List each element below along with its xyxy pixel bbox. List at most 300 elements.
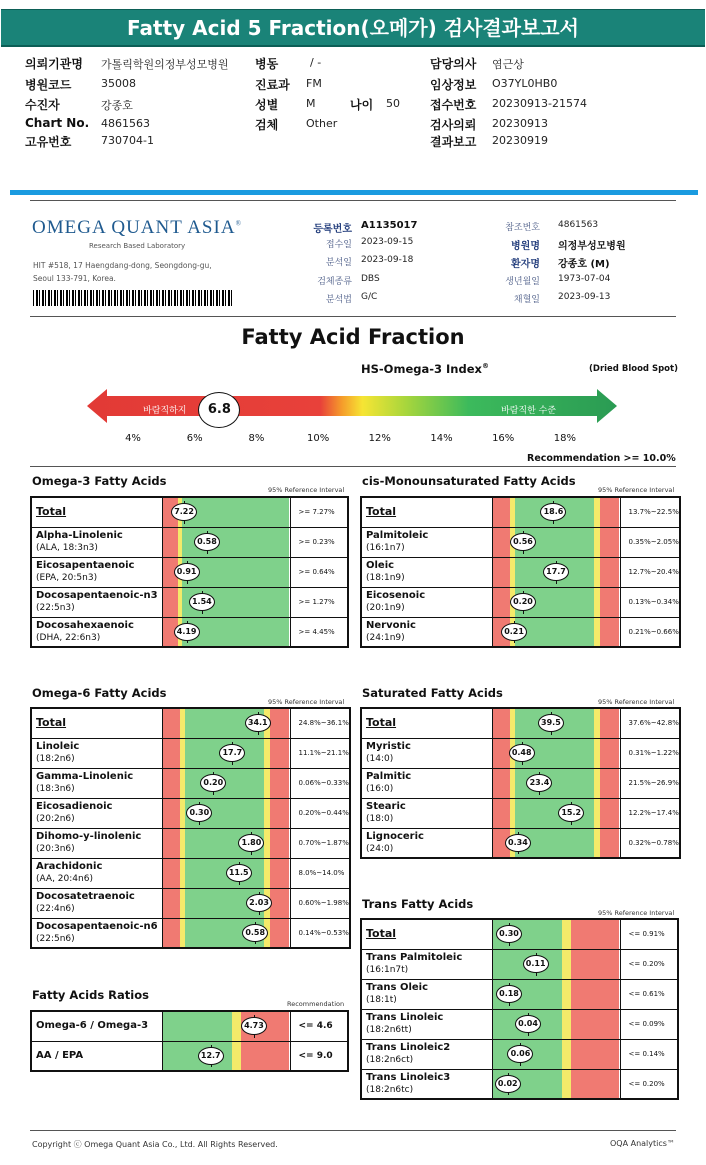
panel-title-ratios: Fatty Acids Ratios — [32, 988, 149, 1002]
result-row — [361, 1009, 678, 1039]
analyte-label: Palmitic — [366, 771, 412, 782]
header-field-value: 강종호 — [101, 99, 133, 112]
bar-zone — [163, 919, 181, 948]
value-marker: 4.19 — [174, 623, 200, 641]
bar-zone — [241, 1042, 289, 1071]
header-field-value: 35008 — [101, 77, 136, 90]
header-field-label: 성별 — [255, 98, 279, 112]
analyte-name — [361, 919, 492, 949]
reference-range: >= 0.64% — [290, 557, 348, 587]
analyte-name — [361, 527, 492, 557]
result-row — [361, 1069, 678, 1099]
reference-range: <= 0.09% — [620, 1009, 678, 1039]
bar-zone — [163, 588, 178, 617]
analyte-label: Docosapentaenoic-n3 — [36, 590, 158, 601]
analyte-code: (18:1n9) — [366, 573, 405, 583]
scale-tick-label: 8% — [248, 433, 265, 444]
lab-field-label: 환자명 — [511, 259, 540, 270]
divider-blue — [10, 190, 698, 195]
analyte-code: (20:2n6) — [36, 814, 75, 824]
analyte-label: Nervonic — [366, 619, 416, 631]
reference-interval-label: 95% Reference Interval — [268, 698, 345, 706]
analyte-label: Trans Linoleic2 — [366, 1042, 451, 1053]
analyte-label: Trans Palmitoleic — [366, 952, 463, 963]
analyte-name — [31, 798, 162, 828]
analyte-name — [361, 557, 492, 587]
bar-zone — [493, 799, 511, 828]
panel-table-trans — [360, 918, 679, 1100]
reference-range: >= 0.23% — [290, 527, 348, 557]
reference-range: 21.5%~26.9% — [620, 768, 680, 798]
analyte-name — [31, 1011, 162, 1041]
analyte-name — [31, 1041, 162, 1071]
bar-zone — [493, 498, 511, 527]
result-bar — [492, 587, 620, 617]
header-field-label: Chart No. — [25, 116, 90, 130]
value-marker: 4.73 — [241, 1017, 267, 1035]
panel-title-omega6: Omega-6 Fatty Acids — [32, 686, 167, 700]
analyte-name — [361, 768, 492, 798]
bar-zone — [163, 769, 181, 798]
result-row — [31, 888, 350, 918]
result-row — [31, 1041, 348, 1071]
result-bar — [492, 1069, 620, 1099]
value-marker: 0.58 — [242, 924, 268, 942]
analyte-label: Docosapentaenoic-n6 — [36, 920, 158, 932]
analyte-code: (18:2n6tc) — [366, 1084, 414, 1095]
analyte-code: (20:1n9) — [366, 603, 405, 613]
value-marker: 0.30 — [496, 925, 522, 943]
reference-range: >= 7.27% — [290, 497, 348, 527]
divider-lab — [30, 316, 676, 317]
report-title: Fatty Acid 5 Fraction(오메가) 검사결과보고서 — [1, 9, 705, 47]
analyte-name — [361, 587, 492, 617]
analyte-label: Trans Linoleic — [366, 1012, 444, 1023]
header-field-value: Other — [306, 117, 338, 130]
analyte-label: Alpha-Linolenic — [36, 530, 123, 541]
scale-tick-label: 18% — [553, 433, 576, 444]
reference-interval-label: 95% Reference Interval — [598, 486, 675, 494]
analyte-label: Linoleic — [36, 741, 80, 752]
index-title: HS-Omega-3 Index® — [361, 362, 489, 376]
bar-zone — [600, 618, 619, 647]
index-value-marker: 6.8 — [198, 392, 240, 428]
bar-zone — [600, 709, 619, 738]
lab-field-value: 2023-09-18 — [361, 255, 414, 265]
value-marker: 0.20 — [200, 774, 226, 792]
lab-field-label: 분석법 — [325, 295, 352, 305]
result-bar — [162, 888, 290, 918]
bar-zone — [163, 829, 181, 858]
reference-range: <= 0.14% — [620, 1039, 678, 1069]
reference-range: 0.06%~0.33% — [290, 768, 350, 798]
analyte-name — [361, 617, 492, 647]
analyte-label: Myristic — [366, 741, 411, 752]
result-row — [361, 1039, 678, 1069]
lab-field-value: 1973-07-04 — [558, 274, 611, 284]
arrow-right-label: 바람직한 수준 — [501, 406, 557, 416]
lab-field-value: 2023-09-15 — [361, 237, 414, 247]
header-field-value: O37YL0HB0 — [492, 77, 558, 90]
value-marker: 0.02 — [495, 1075, 521, 1093]
result-bar — [492, 798, 620, 828]
result-row — [31, 1011, 348, 1041]
result-bar — [492, 979, 620, 1009]
header-field-value: M — [306, 97, 316, 110]
analyte-label: Docosatetraenoic — [36, 891, 135, 902]
header-field-label: 임상정보 — [430, 78, 477, 92]
scale-tick-label: 4% — [125, 433, 141, 444]
reference-range: 12.7%~20.4% — [620, 557, 680, 587]
bar-zone — [270, 769, 289, 798]
value-marker: 0.58 — [194, 533, 220, 551]
scale-tick-label: 14% — [430, 433, 453, 444]
result-row — [361, 738, 680, 768]
result-bar — [162, 557, 290, 587]
result-bar — [162, 527, 290, 557]
analyte-code: (16:0) — [366, 784, 394, 794]
result-row — [361, 768, 680, 798]
result-row — [361, 527, 680, 557]
bar-zone — [270, 829, 289, 858]
analyte-label: Total — [366, 716, 397, 730]
header-field-value: 염근상 — [492, 58, 524, 71]
value-marker: 2.03 — [246, 894, 272, 912]
result-row — [361, 708, 680, 738]
header-field-label: 진료과 — [255, 78, 290, 92]
analyte-name — [361, 1009, 492, 1039]
result-bar — [162, 798, 290, 828]
lab-field-value: A1135017 — [361, 220, 418, 231]
analyte-label: Trans Linoleic3 — [366, 1071, 451, 1083]
result-row — [31, 557, 348, 587]
header-field-label: 검사의뢰 — [430, 118, 477, 132]
scale-tick-label: 10% — [306, 433, 330, 444]
reference-range: 13.7%~22.5% — [620, 497, 680, 527]
analyte-code: (16:1n7) — [366, 543, 405, 553]
reference-range: 0.35%~2.05% — [620, 527, 680, 557]
result-bar — [162, 587, 290, 617]
reference-range: 0.31%~1.22% — [620, 738, 680, 768]
analyte-name — [31, 497, 162, 527]
result-bar — [162, 497, 290, 527]
panel-table-ratios — [30, 1010, 349, 1072]
result-row — [31, 617, 348, 647]
reference-range: <= 4.6 — [290, 1011, 348, 1041]
lab-field-label: 검체종류 — [317, 277, 352, 287]
analyte-code: (24:1n9) — [366, 632, 405, 643]
analyte-label: Eicosenoic — [366, 590, 426, 601]
bar-zone — [562, 920, 571, 949]
analyte-label: Arachidonic — [36, 861, 103, 872]
analyte-name — [31, 918, 162, 948]
result-bar — [492, 1009, 620, 1039]
result-row — [31, 527, 348, 557]
bar-zone — [493, 558, 511, 587]
bar-zone — [163, 709, 181, 738]
value-marker: 0.18 — [496, 985, 522, 1003]
result-row — [31, 918, 350, 948]
analyte-name — [31, 708, 162, 738]
reference-range: 8.0%~14.0% — [290, 858, 350, 888]
panel-table-saturated — [360, 707, 681, 859]
analyte-name — [361, 979, 492, 1009]
bar-zone — [163, 799, 181, 828]
bar-zone — [270, 889, 289, 918]
result-row — [31, 768, 350, 798]
value-marker: 18.6 — [540, 503, 566, 521]
lab-field-label: 참조번호 — [505, 223, 540, 233]
result-row — [361, 587, 680, 617]
bar-zone — [562, 950, 571, 979]
result-row — [361, 798, 680, 828]
header-field-label: 나이 — [350, 98, 374, 112]
analyte-label: Dihomo-y-linolenic — [36, 831, 142, 842]
result-row — [361, 949, 678, 979]
bar-zone — [600, 799, 619, 828]
arrow-left-label: 바람직하지 — [143, 406, 187, 416]
bar-zone — [493, 588, 511, 617]
bar-zone — [562, 1040, 571, 1069]
analyte-name — [31, 587, 162, 617]
result-bar — [162, 828, 290, 858]
result-bar — [492, 828, 620, 858]
value-marker: 0.30 — [186, 804, 212, 822]
header-field-value: 20230913 — [492, 117, 548, 130]
reference-range: >= 1.27% — [290, 587, 348, 617]
reference-range: 0.13%~0.34% — [620, 587, 680, 617]
analyte-code: (DHA, 22:6n3) — [36, 632, 101, 643]
bar-zone — [163, 859, 181, 888]
header-field-label: 담당의사 — [430, 57, 477, 71]
value-marker: 11.5 — [226, 864, 252, 882]
bar-zone — [270, 919, 289, 948]
value-marker: 15.2 — [558, 804, 584, 822]
reference-range: 37.6%~42.8% — [620, 708, 680, 738]
bar-zone — [571, 1010, 619, 1039]
analyte-label: Eicosadienoic — [36, 801, 113, 812]
analyte-code: (22:5n6) — [36, 933, 75, 944]
header-field-value: 730704-1 — [101, 134, 154, 147]
lab-field-label: 병원명 — [511, 241, 540, 252]
analyte-label: Docosahexaenoic — [36, 619, 134, 631]
result-bar — [162, 1011, 290, 1041]
dried-blood-spot: (Dried Blood Spot) — [589, 364, 678, 374]
panel-title-mono: cis-Monounsaturated Fatty Acids — [362, 474, 576, 488]
panel-title-trans: Trans Fatty Acids — [362, 897, 474, 911]
scale-tick-label: 6% — [186, 433, 203, 444]
value-marker: 1.80 — [238, 834, 264, 852]
reference-range: 0.32%~0.78% — [620, 828, 680, 858]
main-title: Fatty Acid Fraction — [241, 325, 465, 349]
bar-zone — [600, 498, 619, 527]
analyte-name — [361, 1069, 492, 1099]
reference-range: 0.60%~1.98% — [290, 888, 350, 918]
bar-zone — [562, 1070, 571, 1099]
reference-range: <= 0.61% — [620, 979, 678, 1009]
reference-range: <= 0.20% — [620, 949, 678, 979]
analyte-code: (16:1n7t) — [366, 965, 409, 975]
result-bar — [492, 557, 620, 587]
analyte-label: Trans Oleic — [366, 982, 429, 993]
header-field-value: 20230919 — [492, 134, 548, 147]
header-field-value: 20230913-21574 — [492, 97, 587, 110]
bar-zone — [270, 799, 289, 828]
value-marker: 17.7 — [543, 563, 569, 581]
analyte-name — [31, 557, 162, 587]
value-marker: 7.22 — [171, 503, 197, 521]
result-bar — [162, 918, 290, 948]
header-field-value: 50 — [386, 97, 400, 110]
bar-zone — [163, 1012, 233, 1041]
header-field-label: 수진자 — [25, 98, 60, 112]
analyte-label: Total — [36, 716, 67, 730]
lab-field-value: DBS — [361, 274, 380, 284]
result-bar — [162, 738, 290, 768]
analyte-name — [31, 858, 162, 888]
reference-range: >= 4.45% — [290, 617, 348, 647]
result-bar — [492, 768, 620, 798]
result-row — [31, 858, 350, 888]
value-marker: 12.7 — [198, 1047, 224, 1065]
bar-zone — [493, 528, 511, 557]
header-field-value: / - — [310, 56, 322, 69]
divider-panels — [30, 466, 676, 467]
analyte-name — [361, 738, 492, 768]
bar-zone — [571, 1070, 619, 1099]
header-field-label: 의뢰기관명 — [25, 57, 83, 71]
bar-zone — [163, 739, 181, 768]
analyte-code: (ALA, 18:3n3) — [36, 543, 98, 553]
bar-zone — [493, 709, 511, 738]
reference-interval-label: 95% Reference Interval — [268, 486, 345, 494]
footer-brand: OQA Analytics™ — [610, 1139, 675, 1148]
bar-zone — [493, 739, 511, 768]
analyte-name — [31, 768, 162, 798]
scale-tick-label: 16% — [492, 433, 515, 444]
result-bar — [162, 768, 290, 798]
analyte-label: Total — [36, 505, 67, 519]
reference-range: <= 0.91% — [620, 919, 678, 949]
value-marker: 34.1 — [245, 714, 271, 732]
result-row — [31, 587, 348, 617]
value-marker: 0.04 — [515, 1015, 541, 1033]
result-bar — [162, 708, 290, 738]
reference-interval-label: 95% Reference Interval — [598, 698, 675, 706]
analyte-name — [31, 527, 162, 557]
analyte-name — [31, 828, 162, 858]
result-bar — [492, 919, 620, 949]
bar-zone — [600, 769, 619, 798]
result-bar — [492, 527, 620, 557]
bar-zone — [232, 1042, 241, 1071]
result-row — [31, 798, 350, 828]
scale-tick-label: 12% — [368, 433, 391, 444]
result-bar — [492, 497, 620, 527]
bar-zone — [600, 558, 619, 587]
result-row — [361, 979, 678, 1009]
result-row — [361, 557, 680, 587]
analyte-code: (18:2n6tt) — [366, 1025, 412, 1035]
analyte-name — [31, 617, 162, 647]
reference-range: 0.14%~0.53% — [290, 918, 350, 948]
value-marker: 0.11 — [523, 955, 549, 973]
header-field-label: 고유번호 — [25, 135, 72, 149]
analyte-code: (24:0) — [366, 843, 394, 854]
value-marker: 0.48 — [509, 744, 535, 762]
bar-zone — [515, 618, 594, 647]
bar-zone — [270, 709, 289, 738]
analyte-label: Eicosapentaenoic — [36, 560, 135, 571]
analyte-name — [361, 828, 492, 858]
bar-zone — [493, 769, 511, 798]
result-row — [31, 828, 350, 858]
value-marker: 0.34 — [505, 834, 531, 852]
analyte-code: (20:3n6) — [36, 844, 75, 854]
reference-range: 12.2%~17.4% — [620, 798, 680, 828]
analyte-code: (18:2n6ct) — [366, 1055, 414, 1065]
lab-field-label: 생년월일 — [505, 277, 540, 287]
result-row — [31, 497, 348, 527]
bar-zone — [163, 889, 181, 918]
value-marker: 17.7 — [219, 744, 245, 762]
header-field-value: 4861563 — [101, 117, 150, 130]
header-field-label: 결과보고 — [430, 135, 477, 149]
panel-table-omega6 — [30, 707, 351, 949]
analyte-code: (22:5n3) — [36, 603, 75, 613]
analyte-label: Omega-6 / Omega-3 — [36, 1020, 149, 1032]
reference-range: <= 9.0 — [290, 1041, 348, 1071]
analyte-code: (AA, 20:4n6) — [36, 874, 93, 884]
reference-range: 11.1%~21.1% — [290, 738, 350, 768]
lab-field-value: 의정부성모병원 — [558, 241, 626, 252]
reference-range: 0.20%~0.44% — [290, 798, 350, 828]
result-row — [361, 919, 678, 949]
lab-field-value: G/C — [361, 292, 378, 302]
copyright: Copyright ⓒ Omega Quant Asia Co., Ltd. All Rights Reserved. — [32, 1140, 278, 1149]
bar-zone — [562, 980, 571, 1009]
bar-zone — [562, 1010, 571, 1039]
panel-title-saturated: Saturated Fatty Acids — [362, 686, 503, 700]
reference-range: 0.70%~1.87% — [290, 828, 350, 858]
lab-logo: OMEGA QUANT ASIA® — [32, 217, 242, 238]
reference-interval-label: 95% Reference Interval — [598, 909, 675, 917]
analyte-name — [361, 497, 492, 527]
result-bar — [162, 858, 290, 888]
lab-field-label: 등록번호 — [313, 224, 352, 235]
lab-field-value: 2023-09-13 — [558, 292, 611, 302]
analyte-code: (18:0) — [366, 814, 394, 824]
header-field-label: 병원코드 — [25, 78, 72, 92]
value-marker: 23.4 — [526, 774, 552, 792]
lab-field-label: 분석일 — [325, 258, 352, 268]
header-field-value: 가톨릭학원의정부성모병원 — [101, 58, 229, 71]
panel-title-omega3: Omega-3 Fatty Acids — [32, 474, 167, 488]
bar-zone — [182, 498, 290, 527]
lab-field-value: 4861563 — [558, 220, 599, 230]
result-bar — [492, 708, 620, 738]
panel-table-mono — [360, 496, 681, 648]
value-marker: 0.56 — [510, 533, 536, 551]
bar-zone — [571, 950, 619, 979]
analyte-name — [31, 738, 162, 768]
result-bar — [492, 738, 620, 768]
value-marker: 0.06 — [507, 1045, 533, 1063]
result-bar — [492, 949, 620, 979]
barcode — [33, 290, 233, 306]
analyte-label: Total — [366, 505, 397, 519]
bar-zone — [600, 528, 619, 557]
